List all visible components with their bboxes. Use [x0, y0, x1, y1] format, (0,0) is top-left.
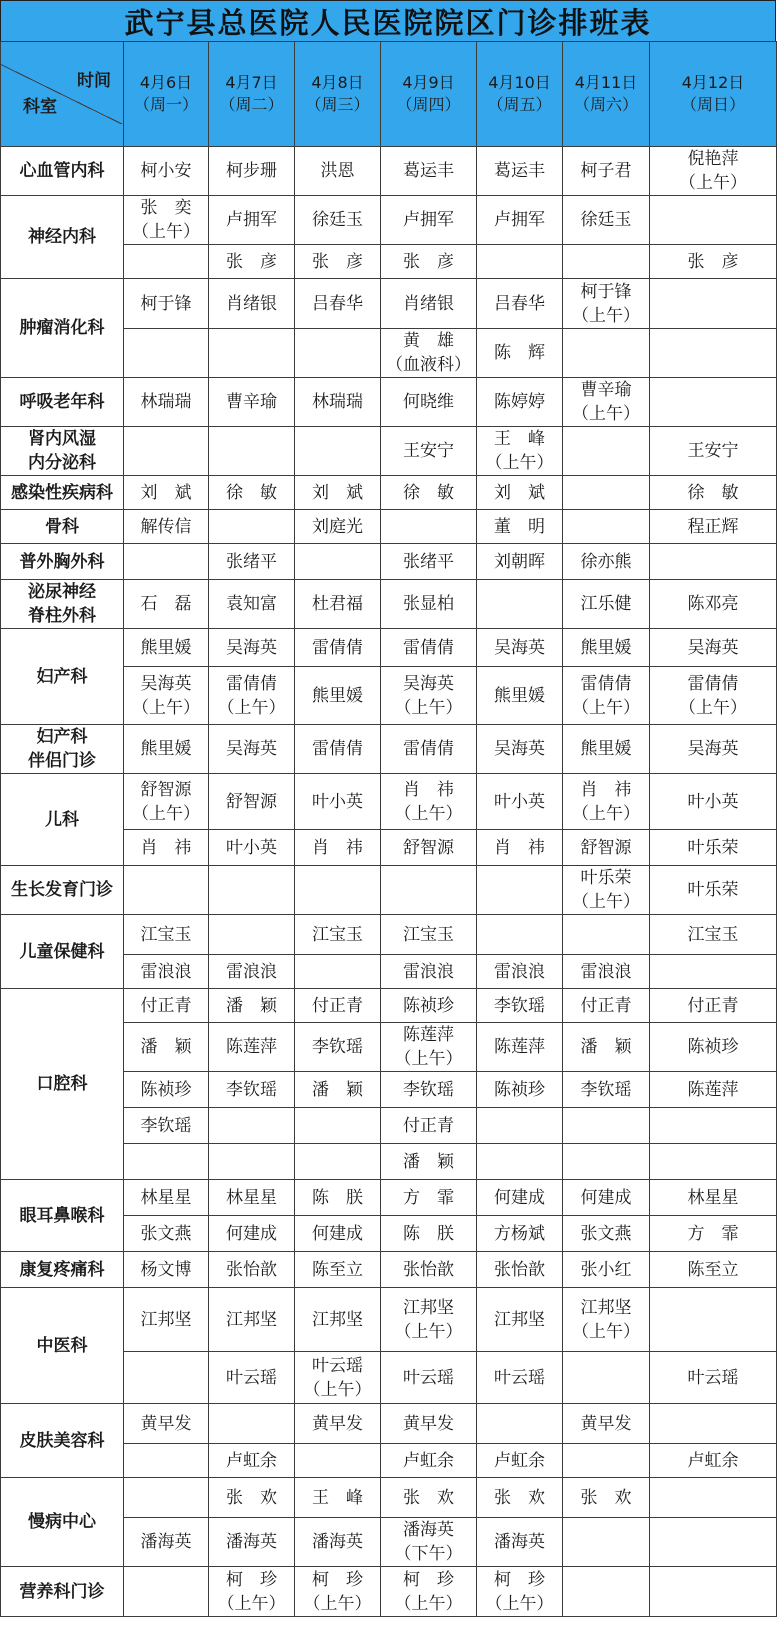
doctor-cell — [209, 915, 295, 955]
header-corner — [1, 42, 124, 147]
schedule-row — [1, 580, 777, 629]
department-name: 泌尿神经 脊柱外科 — [1, 580, 124, 629]
doctor-cell: 曹辛瑜 （上午） — [563, 378, 650, 427]
doctor-cell: 熊里媛 — [295, 667, 381, 725]
doctor-cell: 潘 颖 — [381, 1144, 477, 1180]
doctor-cell: 熊里媛 — [563, 725, 650, 774]
department-name: 皮肤美容科 — [1, 1404, 124, 1478]
doctor-cell: 杜君福 — [295, 580, 381, 629]
doctor-cell: 雷浪浪 — [563, 955, 650, 989]
doctor-cell — [477, 1404, 563, 1444]
doctor-cell: 叶云瑶 — [381, 1352, 477, 1404]
doctor-cell: 雷倩倩 — [295, 629, 381, 667]
doctor-cell: 江邦坚 （上午） — [381, 1288, 477, 1352]
doctor-cell: 叶云瑶 — [209, 1352, 295, 1404]
doctor-cell — [209, 1404, 295, 1444]
doctor-cell: 付正青 — [381, 1108, 477, 1144]
doctor-cell: 吴海英 （上午） — [381, 667, 477, 725]
doctor-cell: 江乐健 — [563, 580, 650, 629]
doctor-cell: 叶云瑶 — [477, 1352, 563, 1404]
header-row — [1, 42, 777, 147]
department-name: 感染性疾病科 — [1, 476, 124, 510]
doctor-cell: 张 欢 — [477, 1478, 563, 1518]
doctor-cell — [563, 1144, 650, 1180]
doctor-cell — [650, 196, 777, 245]
doctor-cell: 雷倩倩 （上午） — [563, 667, 650, 725]
doctor-cell: 陈莲萍 — [650, 1072, 777, 1108]
doctor-cell: 刘庭光 — [295, 510, 381, 544]
doctor-cell: 刘 斌 — [295, 476, 381, 510]
doctor-cell — [650, 1404, 777, 1444]
doctor-cell: 江宝玉 — [124, 915, 209, 955]
doctor-cell: 张显柏 — [381, 580, 477, 629]
doctor-cell: 徐 敏 — [381, 476, 477, 510]
doctor-cell — [477, 580, 563, 629]
doctor-cell: 黄早发 — [381, 1404, 477, 1444]
doctor-cell: 付正青 — [563, 989, 650, 1023]
doctor-cell: 柯子君 — [563, 147, 650, 196]
doctor-cell — [124, 329, 209, 378]
doctor-cell: 付正青 — [124, 989, 209, 1023]
doctor-cell: 杨文博 — [124, 1252, 209, 1288]
department-name: 神经内科 — [1, 196, 124, 279]
department-name: 儿童保健科 — [1, 915, 124, 989]
doctor-cell: 熊里媛 — [124, 725, 209, 774]
doctor-cell: 程正辉 — [650, 510, 777, 544]
doctor-cell: 叶云瑶 （上午） — [295, 1352, 381, 1404]
doctor-cell: 林瑞瑞 — [124, 378, 209, 427]
department-name: 眼耳鼻喉科 — [1, 1180, 124, 1252]
doctor-cell: 叶乐荣 — [650, 830, 777, 866]
doctor-cell: 张绪平 — [381, 544, 477, 580]
doctor-cell — [563, 329, 650, 378]
schedule-row — [1, 866, 777, 915]
day-header: 4月8日 （周三） — [295, 42, 381, 147]
department-name: 生长发育门诊 — [1, 866, 124, 915]
doctor-cell — [209, 866, 295, 915]
doctor-cell: 王安宁 — [650, 427, 777, 476]
doctor-cell — [124, 1567, 209, 1617]
doctor-cell — [650, 329, 777, 378]
doctor-cell: 林星星 — [650, 1180, 777, 1216]
doctor-cell — [295, 544, 381, 580]
doctor-cell: 张 彦 — [209, 245, 295, 279]
doctor-cell — [295, 1444, 381, 1478]
doctor-cell: 肖绪银 — [209, 279, 295, 329]
doctor-cell — [650, 1288, 777, 1352]
doctor-cell: 柯 珍 （上午） — [381, 1567, 477, 1617]
doctor-cell: 陈 朕 — [295, 1180, 381, 1216]
doctor-cell — [477, 915, 563, 955]
doctor-cell: 张 奕 （上午） — [124, 196, 209, 245]
schedule-row — [1, 629, 777, 667]
doctor-cell: 王 峰 — [295, 1478, 381, 1518]
doctor-cell — [650, 378, 777, 427]
doctor-cell: 徐 敏 — [209, 476, 295, 510]
day-header: 4月10日 （周五） — [477, 42, 563, 147]
doctor-cell: 洪恩 — [295, 147, 381, 196]
doctor-cell: 李钦瑶 — [124, 1108, 209, 1144]
doctor-cell — [477, 1108, 563, 1144]
doctor-cell: 卢拥军 — [209, 196, 295, 245]
doctor-cell: 李钦瑶 — [477, 989, 563, 1023]
doctor-cell — [124, 245, 209, 279]
doctor-cell: 潘海英 — [124, 1518, 209, 1567]
schedule-row — [1, 1567, 777, 1617]
doctor-cell: 王安宁 — [381, 427, 477, 476]
schedule-row — [1, 378, 777, 427]
doctor-cell: 吴海英 — [477, 725, 563, 774]
doctor-cell: 柯于锋 — [124, 279, 209, 329]
doctor-cell: 方杨斌 — [477, 1216, 563, 1252]
doctor-cell: 叶云瑶 — [650, 1352, 777, 1404]
doctor-cell: 刘 斌 — [477, 476, 563, 510]
doctor-cell — [124, 1478, 209, 1518]
day-header: 4月7日 （周二） — [209, 42, 295, 147]
doctor-cell: 舒智源 — [209, 774, 295, 830]
doctor-cell: 潘海英 — [477, 1518, 563, 1567]
doctor-cell: 张 彦 — [650, 245, 777, 279]
doctor-cell — [563, 510, 650, 544]
doctor-cell: 陈莲萍 — [477, 1023, 563, 1072]
doctor-cell: 潘 颖 — [209, 989, 295, 1023]
department-name: 呼吸老年科 — [1, 378, 124, 427]
doctor-cell — [563, 245, 650, 279]
doctor-cell — [650, 1478, 777, 1518]
doctor-cell: 何建成 — [477, 1180, 563, 1216]
doctor-cell: 石 磊 — [124, 580, 209, 629]
doctor-cell: 吴海英 — [650, 725, 777, 774]
schedule-row — [1, 1180, 777, 1216]
doctor-cell — [477, 866, 563, 915]
doctor-cell: 肖 祎 — [477, 830, 563, 866]
schedule-row — [1, 1252, 777, 1288]
doctor-cell — [124, 866, 209, 915]
doctor-cell: 江邦坚 — [477, 1288, 563, 1352]
department-name: 康复疼痛科 — [1, 1252, 124, 1288]
doctor-cell — [650, 279, 777, 329]
doctor-cell: 陈祯珍 — [650, 1023, 777, 1072]
doctor-cell: 何建成 — [563, 1180, 650, 1216]
doctor-cell: 张绪平 — [209, 544, 295, 580]
doctor-cell — [381, 866, 477, 915]
doctor-cell: 张怡歆 — [477, 1252, 563, 1288]
doctor-cell: 陈莲萍 （上午） — [381, 1023, 477, 1072]
doctor-cell: 徐亦熊 — [563, 544, 650, 580]
doctor-cell: 黄早发 — [124, 1404, 209, 1444]
doctor-cell — [563, 1518, 650, 1567]
doctor-cell: 王 峰 （上午） — [477, 427, 563, 476]
doctor-cell — [650, 1518, 777, 1567]
doctor-cell: 何建成 — [209, 1216, 295, 1252]
doctor-cell — [381, 510, 477, 544]
doctor-cell: 叶小英 — [477, 774, 563, 830]
doctor-cell — [563, 1108, 650, 1144]
doctor-cell — [563, 1444, 650, 1478]
doctor-cell: 潘 颖 — [295, 1072, 381, 1108]
schedule-row — [1, 147, 777, 196]
doctor-cell: 雷浪浪 — [209, 955, 295, 989]
doctor-cell: 何建成 — [295, 1216, 381, 1252]
page-title: 武宁县总医院人民医院院区门诊排班表 — [0, 0, 776, 42]
doctor-cell — [124, 1144, 209, 1180]
doctor-cell — [563, 1567, 650, 1617]
doctor-cell — [650, 955, 777, 989]
doctor-cell: 张文燕 — [563, 1216, 650, 1252]
doctor-cell: 卢拥军 — [477, 196, 563, 245]
schedule-row — [1, 774, 777, 830]
doctor-cell: 雷浪浪 — [477, 955, 563, 989]
doctor-cell: 黄 雄 （血液科） — [381, 329, 477, 378]
doctor-cell: 柯步珊 — [209, 147, 295, 196]
doctor-cell: 刘朝晖 — [477, 544, 563, 580]
day-header: 4月11日 （周六） — [563, 42, 650, 147]
doctor-cell — [124, 1444, 209, 1478]
doctor-cell: 叶小英 — [209, 830, 295, 866]
doctor-cell: 潘 颖 — [563, 1023, 650, 1072]
doctor-cell: 葛运丰 — [381, 147, 477, 196]
doctor-cell: 舒智源 — [381, 830, 477, 866]
doctor-cell: 叶小英 — [650, 774, 777, 830]
schedule-row — [1, 476, 777, 510]
doctor-cell: 肖绪银 — [381, 279, 477, 329]
doctor-cell: 付正青 — [650, 989, 777, 1023]
day-header: 4月12日 （周日） — [650, 42, 777, 147]
doctor-cell: 徐廷玉 — [563, 196, 650, 245]
doctor-cell: 黄早发 — [295, 1404, 381, 1444]
doctor-cell: 柯小安 — [124, 147, 209, 196]
doctor-cell — [563, 915, 650, 955]
doctor-cell: 张怡歆 — [209, 1252, 295, 1288]
doctor-cell: 解传信 — [124, 510, 209, 544]
doctor-cell: 方 霏 — [381, 1180, 477, 1216]
department-name: 骨科 — [1, 510, 124, 544]
doctor-cell — [563, 1352, 650, 1404]
doctor-cell: 张 彦 — [381, 245, 477, 279]
department-name: 口腔科 — [1, 989, 124, 1180]
doctor-cell: 陈祯珍 — [477, 1072, 563, 1108]
department-name: 心血管内科 — [1, 147, 124, 196]
doctor-cell: 吕春华 — [295, 279, 381, 329]
doctor-cell — [295, 427, 381, 476]
doctor-cell — [209, 427, 295, 476]
doctor-cell: 江宝玉 — [295, 915, 381, 955]
schedule-row — [1, 279, 777, 329]
doctor-cell: 熊里媛 — [563, 629, 650, 667]
doctor-cell — [650, 544, 777, 580]
doctor-cell — [209, 329, 295, 378]
schedule-row — [1, 989, 777, 1023]
department-name: 普外胸外科 — [1, 544, 124, 580]
doctor-cell: 吴海英 — [650, 629, 777, 667]
doctor-cell: 柯 珍 （上午） — [295, 1567, 381, 1617]
doctor-cell: 江邦坚 — [124, 1288, 209, 1352]
doctor-cell: 江宝玉 — [381, 915, 477, 955]
doctor-cell: 潘海英 （下午） — [381, 1518, 477, 1567]
department-name: 中医科 — [1, 1288, 124, 1404]
doctor-cell — [295, 1108, 381, 1144]
doctor-cell: 柯 珍 （上午） — [477, 1567, 563, 1617]
doctor-cell: 林星星 — [124, 1180, 209, 1216]
doctor-cell — [477, 245, 563, 279]
doctor-cell — [124, 544, 209, 580]
doctor-cell: 潘海英 — [295, 1518, 381, 1567]
doctor-cell: 付正青 — [295, 989, 381, 1023]
doctor-cell: 叶乐荣 （上午） — [563, 866, 650, 915]
time-header-label: 时间 — [77, 71, 111, 91]
doctor-cell: 雷倩倩 （上午） — [209, 667, 295, 725]
schedule-row — [1, 196, 777, 245]
doctor-cell: 李钦瑶 — [295, 1023, 381, 1072]
doctor-cell: 舒智源 — [563, 830, 650, 866]
doctor-cell — [563, 427, 650, 476]
schedule-table — [0, 41, 777, 1617]
doctor-cell: 雷浪浪 — [124, 955, 209, 989]
doctor-cell: 陈 朕 — [381, 1216, 477, 1252]
doctor-cell: 舒智源 （上午） — [124, 774, 209, 830]
doctor-cell — [295, 1144, 381, 1180]
doctor-cell — [295, 866, 381, 915]
doctor-cell: 吴海英 — [477, 629, 563, 667]
schedule-row — [1, 510, 777, 544]
doctor-cell — [124, 427, 209, 476]
doctor-cell: 吕春华 — [477, 279, 563, 329]
doctor-cell — [563, 476, 650, 510]
schedule-row — [1, 427, 777, 476]
doctor-cell: 江邦坚 — [295, 1288, 381, 1352]
department-name: 肿瘤消化科 — [1, 279, 124, 378]
doctor-cell: 陈至立 — [295, 1252, 381, 1288]
doctor-cell: 叶乐荣 — [650, 866, 777, 915]
doctor-cell: 陈莲萍 — [209, 1023, 295, 1072]
doctor-cell: 葛运丰 — [477, 147, 563, 196]
doctor-cell — [477, 1144, 563, 1180]
doctor-cell: 张小红 — [563, 1252, 650, 1288]
doctor-cell: 曹辛瑜 — [209, 378, 295, 427]
schedule-row — [1, 1288, 777, 1352]
doctor-cell: 吴海英 （上午） — [124, 667, 209, 725]
doctor-cell: 吴海英 — [209, 725, 295, 774]
doctor-cell: 雷倩倩 — [381, 629, 477, 667]
doctor-cell: 袁知富 — [209, 580, 295, 629]
doctor-cell: 陈婷婷 — [477, 378, 563, 427]
doctor-cell: 刘 斌 — [124, 476, 209, 510]
doctor-cell: 雷倩倩 — [381, 725, 477, 774]
doctor-cell: 柯于锋 （上午） — [563, 279, 650, 329]
doctor-cell — [209, 510, 295, 544]
doctor-cell — [124, 1352, 209, 1404]
department-name: 营养科门诊 — [1, 1567, 124, 1617]
doctor-cell: 李钦瑶 — [381, 1072, 477, 1108]
doctor-cell — [295, 955, 381, 989]
doctor-cell: 陈祯珍 — [124, 1072, 209, 1108]
doctor-cell: 陈至立 — [650, 1252, 777, 1288]
day-header: 4月9日 （周四） — [381, 42, 477, 147]
doctor-cell: 熊里媛 — [124, 629, 209, 667]
schedule-row — [1, 544, 777, 580]
doctor-cell: 江宝玉 — [650, 915, 777, 955]
schedule-row — [1, 1404, 777, 1444]
doctor-cell: 林星星 — [209, 1180, 295, 1216]
doctor-cell: 雷倩倩 （上午） — [650, 667, 777, 725]
doctor-cell — [209, 1108, 295, 1144]
doctor-cell: 李钦瑶 — [563, 1072, 650, 1108]
schedule-row — [1, 915, 777, 955]
doctor-cell: 陈邓亮 — [650, 580, 777, 629]
department-name: 妇产科 伴侣门诊 — [1, 725, 124, 774]
doctor-cell: 董 明 — [477, 510, 563, 544]
doctor-cell: 潘海英 — [209, 1518, 295, 1567]
doctor-cell: 徐廷玉 — [295, 196, 381, 245]
department-header-label: 科室 — [23, 97, 57, 117]
doctor-cell: 肖 祎 （上午） — [381, 774, 477, 830]
doctor-cell: 张文燕 — [124, 1216, 209, 1252]
doctor-cell: 潘 颖 — [124, 1023, 209, 1072]
doctor-cell: 卢虹余 — [650, 1444, 777, 1478]
doctor-cell: 方 霏 — [650, 1216, 777, 1252]
doctor-cell: 吴海英 — [209, 629, 295, 667]
doctor-cell: 肖 祎 — [124, 830, 209, 866]
doctor-cell: 柯 珍 （上午） — [209, 1567, 295, 1617]
doctor-cell: 何晓维 — [381, 378, 477, 427]
department-name: 慢病中心 — [1, 1478, 124, 1567]
schedule-row — [1, 1478, 777, 1518]
doctor-cell: 张怡歆 — [381, 1252, 477, 1288]
department-name: 儿科 — [1, 774, 124, 866]
day-header: 4月6日 （周一） — [124, 42, 209, 147]
doctor-cell: 卢虹余 — [209, 1444, 295, 1478]
doctor-cell: 张 欢 — [209, 1478, 295, 1518]
doctor-cell: 黄早发 — [563, 1404, 650, 1444]
doctor-cell — [650, 1108, 777, 1144]
doctor-cell — [650, 1144, 777, 1180]
doctor-cell: 倪艳萍 （上午） — [650, 147, 777, 196]
doctor-cell: 雷浪浪 — [381, 955, 477, 989]
doctor-cell: 卢虹余 — [381, 1444, 477, 1478]
doctor-cell: 林瑞瑞 — [295, 378, 381, 427]
doctor-cell — [650, 1567, 777, 1617]
doctor-cell: 陈祯珍 — [381, 989, 477, 1023]
doctor-cell — [209, 1144, 295, 1180]
department-name: 肾内风湿 内分泌科 — [1, 427, 124, 476]
department-name: 妇产科 — [1, 629, 124, 725]
doctor-cell: 叶小英 — [295, 774, 381, 830]
doctor-cell: 张 欢 — [381, 1478, 477, 1518]
doctor-cell: 卢虹余 — [477, 1444, 563, 1478]
doctor-cell: 李钦瑶 — [209, 1072, 295, 1108]
doctor-cell: 陈 辉 — [477, 329, 563, 378]
doctor-cell: 熊里媛 — [477, 667, 563, 725]
schedule-row — [1, 725, 777, 774]
doctor-cell: 张 彦 — [295, 245, 381, 279]
doctor-cell: 雷倩倩 — [295, 725, 381, 774]
doctor-cell: 卢拥军 — [381, 196, 477, 245]
doctor-cell: 肖 祎 — [295, 830, 381, 866]
doctor-cell: 江邦坚 （上午） — [563, 1288, 650, 1352]
doctor-cell: 徐 敏 — [650, 476, 777, 510]
doctor-cell: 张 欢 — [563, 1478, 650, 1518]
doctor-cell: 江邦坚 — [209, 1288, 295, 1352]
doctor-cell: 肖 祎 （上午） — [563, 774, 650, 830]
doctor-cell — [295, 329, 381, 378]
